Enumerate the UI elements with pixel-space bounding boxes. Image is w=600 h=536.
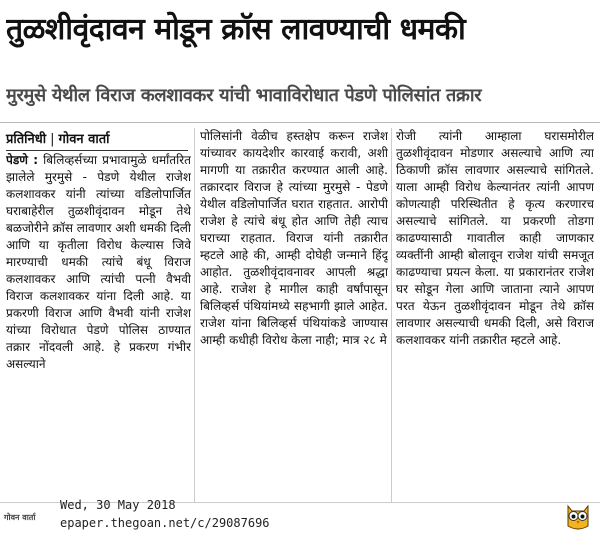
column-1-text: बिलिव्हर्सच्या प्रभावामुळे धर्मांतरित झालेले मुरमुसे - पेडणे येथील राजेश कलशावकर यांनी त्यांच्या वडिलोपार्जित घराबाहेरील तुळशीवृंदावन मोडून तेथे बळजोरीने क्रॉस लावणार अशी धमकी दिली आणि या कृतीला विरोध केल्यास जिवे मारण्याची धमकी त्यांचे बंधू विराज कलशावकर आणि त्यांची पत्नी वैभवी विराज कलशावकर यांना दिली आहे. या प्रकरणी विराज आणि वैभवी यांनी राजेश यांच्या विरोधात पेडणे पोलिस ठाण्यात तक्रार नोंदवली आहे. हे प्रकरण गंभीर असल्याने xyxy=(6,153,191,371)
byline-paper: गोवन वार्ता xyxy=(58,132,110,147)
column-2-text: पोलिसांनी वेळीच हस्तक्षेप करून राजेश यांच्यावर कायदेशीर कारवाई करावी, अशी मागणी या तक्रारीत करण्यात आली आहे. तक्रारदार विराज हे त्यांच्या मुरमुसे - पेडणे येथील वडिलोपार्जित घरात राहतात. आरोपी राजेश हे त्यांचे बंधू होत आणि तेही त्याच घराच्या राहतात. विराज यांनी तक्रारीत म्हटले आहे की, आम्ही दोघेही जन्माने हिंदू आहोत. तुळशीवृंदावनावर आपली श्रद्धा आहे. राजेश हे मागील काही वर्षांपासून बिलिव्हर्स पंथियांमध्ये सहभागी झाले आहेत. राजेश यांना बिलिव्हर्स पंथियांकडे जाण्यास आम्ही कधीही विरोध केला नाही; मात्र २८ मे xyxy=(200,129,388,347)
column-divider xyxy=(194,128,195,502)
headline: तुळशीवृंदावन मोडून क्रॉस लावण्याची धमकी xyxy=(6,12,466,47)
article-column-3 xyxy=(396,128,594,502)
owl-icon xyxy=(562,500,594,532)
column-divider xyxy=(391,128,392,502)
header-divider xyxy=(0,122,600,123)
dateline: पेडणे : xyxy=(6,153,39,167)
byline-author: प्रतिनिधी xyxy=(6,132,47,147)
subheadline: मुरमुसे येथील विराज कलशावकर यांची भावाविरोधात पेडणे पोलिसांत तक्रार xyxy=(6,85,482,106)
owl-icon-graphic xyxy=(562,500,594,532)
byline-separator: | xyxy=(50,132,55,147)
paper-logo: गोवन वार्ता xyxy=(4,513,36,522)
byline-rule xyxy=(6,150,188,151)
column-3-text: रोजी त्यांनी आम्हाला घरासमोरील तुळशीवृंदावन मोडणार असल्याचे आणि त्या ठिकाणी क्रॉस लावणार असल्याचे सांगितले. याला आम्ही विरोध केल्यानंतर त्यांनी आपण कोणत्याही परिस्थितीत हे कृत्य करणारच असल्याचे सांगितले. या प्रकरणी तोडगा काढण्यासाठी गावातील काही जाणकार व्यक्तींनी आम्ही बोलावून राजेश यांची समजूत काढण्याचा प्रयत्न केला. या प्रकारानंतर राजेश घर सोडून गेला आणि जाताना त्याने आपण परत येऊन तुळशीवृंदावन मोडून तेथे क्रॉस लावणार असल्याची धमकी दिली, असे विराज कलशावकर यांनी तक्रारीत म्हटले आहे. xyxy=(396,129,594,347)
article-column-2 xyxy=(200,128,388,502)
edition-date: Wed, 30 May 2018 xyxy=(60,498,176,512)
byline xyxy=(6,129,110,147)
epaper-url[interactable]: epaper.thegoan.net/c/29087696 xyxy=(60,516,270,530)
article-column-1 xyxy=(6,152,191,502)
